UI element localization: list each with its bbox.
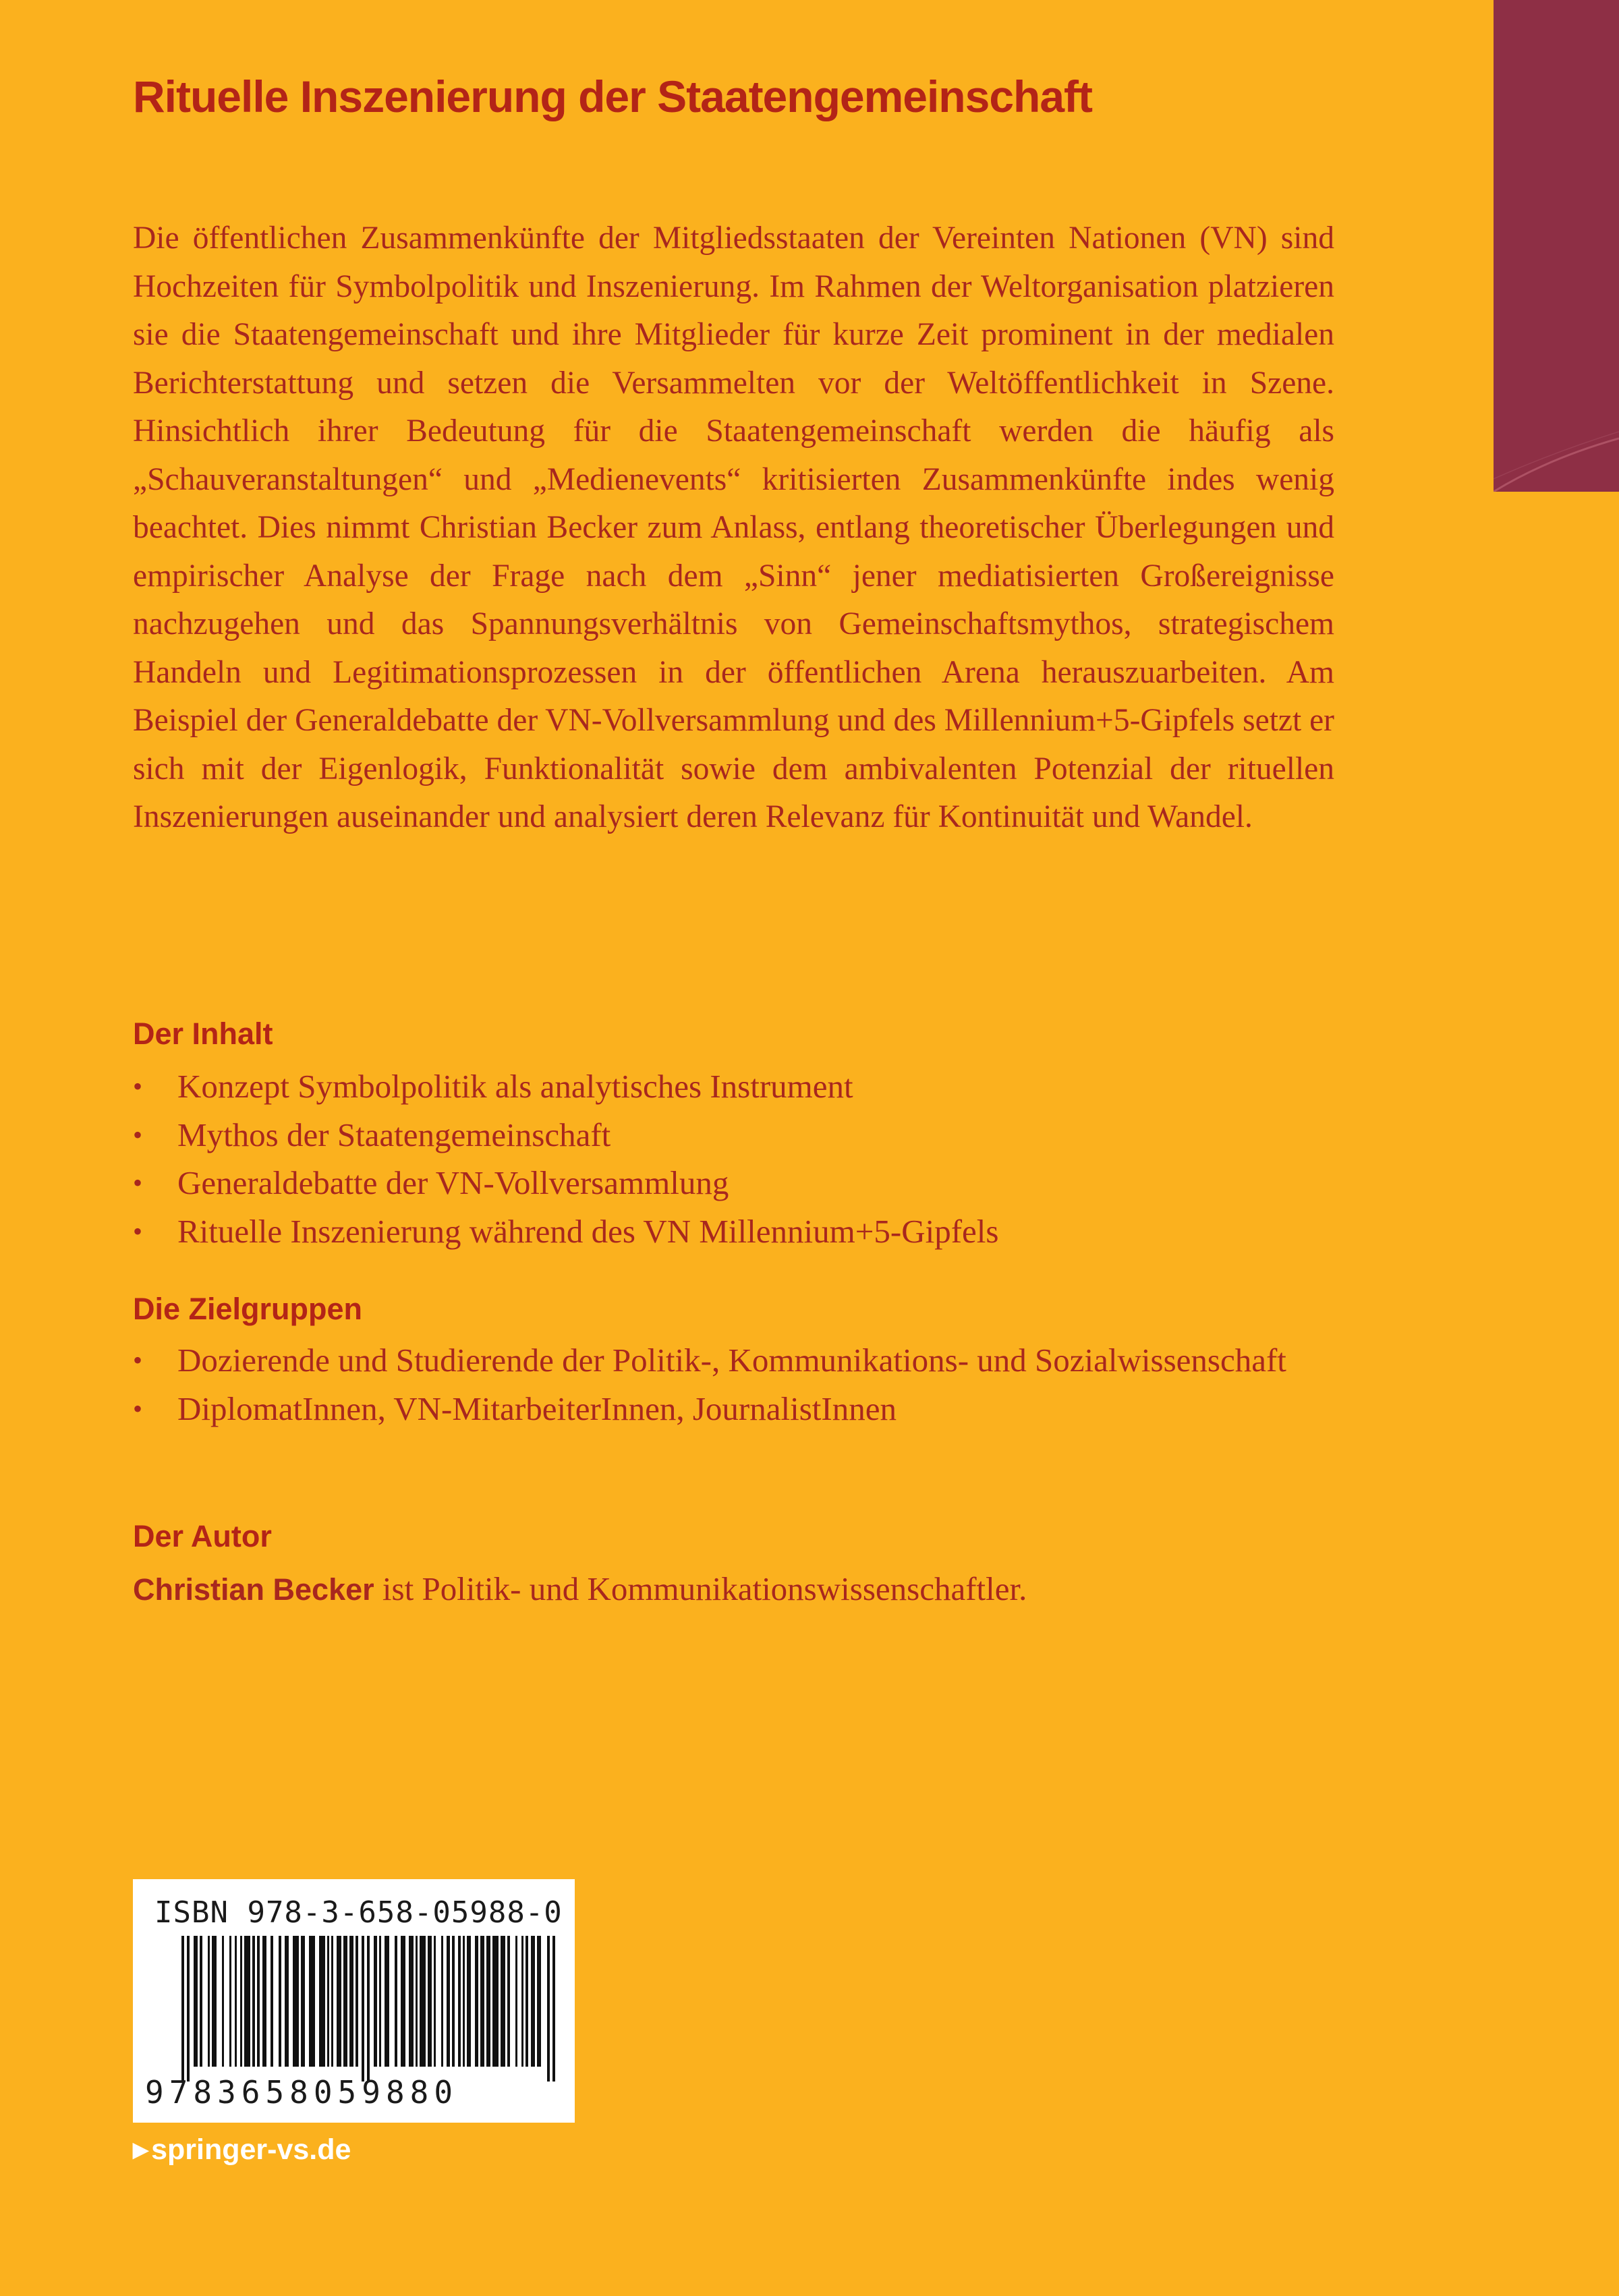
barcode-bar <box>501 1936 505 2067</box>
list-item: • Konzept Symbolpolitik als analytisches Instrument <box>133 1062 1334 1111</box>
list-item: • Dozierende und Studierende der Politik-, Kommunikations- und Sozialwissenschaft <box>133 1336 1293 1385</box>
corner-accent-block <box>1494 0 1619 492</box>
audience-list <box>133 1336 1293 1433</box>
barcode-bar <box>212 1936 217 2067</box>
barcode-bar <box>467 1936 471 2067</box>
barcode-bar <box>475 1936 478 2067</box>
barcode-bar <box>343 1936 347 2067</box>
barcode-bar <box>452 1936 455 2067</box>
blurb-text: Die öffentlichen Zusammenkünfte der Mitgliedsstaaten der Vereinten Nationen (VN) sind Hochzeiten für Symbolpolitik und Inszenierung. Im Rahmen der Weltorganisation platzieren sie die Staatengemeinschaft und ihre Mitglieder für kurze Zeit prominent in der medialen Berichterstattung und setzen die Versammelten vor der Weltöffentlichkeit in Szene. Hinsichtlich ihrer Bedeutung für die Staatengemeinschaft werden die häufig als „Schauveranstaltungen“ und „Medienevents“ kritisierten Zusammenkünfte indes wenig beachtet. Dies nimmt Christian Becker zum Anlass, entlang theoretischer Überlegungen und empirischer Analyse der Frage nach dem „Sinn“ jener mediatisierten Großereignisse nachzugehen und das Spannungsverhältnis von Gemeinschaftsmythos, strategischem Handeln und Legitimationsprozessen in der öffentlichen Arena herauszuarbeiten. Am Beispiel der Generaldebatte der VN-Vollversammlung und des Millennium+5-Gipfels setzt er sich mit der Eigenlogik, Funktionalität sowie dem ambivalenten Potenzial der rituellen Inszenierungen auseinander und analysiert deren Relevanz für Kontinuität und Wandel. <box>133 221 1334 834</box>
barcode-bar <box>293 1936 299 2067</box>
barcode-bar <box>374 1936 377 2067</box>
barcode-bar <box>327 1936 329 2067</box>
barcode-bar <box>401 1936 405 2067</box>
book-title: Rituelle Inszenierung der Staatengemeinschaft <box>133 71 1093 121</box>
barcode-bar <box>416 1936 418 2067</box>
barcode-bar <box>200 1936 202 2067</box>
list-item: • Rituelle Inszenierung während des VN Millennium+5-Gipfels <box>133 1207 1334 1256</box>
list-item: • Mythos der Staatengemeinschaft <box>133 1111 1334 1159</box>
list-item: • DiplomatInnen, VN-MitarbeiterInnen, JournalistInnen <box>133 1385 1293 1433</box>
barcode-bar <box>492 1936 499 2067</box>
barcode-bar <box>463 1936 465 2067</box>
barcode-bar <box>309 1936 315 2067</box>
barcode-bar <box>507 1936 510 2067</box>
barcode-bar <box>409 1936 414 2067</box>
barcode-bar <box>285 1936 289 2067</box>
barcode-bar <box>441 1936 443 2067</box>
barcode-bar <box>356 1936 358 2067</box>
barcode-bar <box>379 1936 381 2067</box>
barcode-bar <box>181 1936 184 2082</box>
barcode-bar <box>420 1936 426 2067</box>
barcode-bar <box>262 1936 266 2067</box>
play-triangle-icon: ▶ <box>133 2139 149 2161</box>
barcode-digits: 9783658059880 <box>145 2074 459 2111</box>
list-item: • Generaldebatte der VN-Vollversammlung <box>133 1159 1334 1207</box>
barcode-bar <box>337 1936 341 2067</box>
barcode-bar <box>187 1936 190 2082</box>
barcode-bar <box>257 1936 260 2067</box>
barcode-bar <box>537 1936 541 2067</box>
barcode-bar <box>279 1936 281 2067</box>
barcode-bar <box>434 1936 436 2067</box>
barcode-bar <box>521 1936 523 2067</box>
author-name: Christian Becker <box>133 1572 374 1607</box>
barcode-bar <box>229 1936 231 2067</box>
barcode-bar <box>486 1936 490 2067</box>
contents-heading: Der Inhalt <box>133 1016 273 1051</box>
author-line <box>133 1565 1027 1614</box>
bullet-icon: • <box>133 1119 143 1150</box>
barcode-bar <box>362 1936 364 2082</box>
barcode-bar <box>458 1936 461 2067</box>
barcode-bar <box>222 1936 224 2067</box>
barcode-bar <box>367 1936 370 2082</box>
barcode-bar <box>252 1936 255 2067</box>
publisher-url: springer-vs.de <box>151 2133 351 2166</box>
barcode-bar <box>447 1936 450 2067</box>
barcode-bar <box>552 1936 555 2082</box>
barcode-bar <box>271 1936 273 2067</box>
barcode-bar <box>515 1936 517 2067</box>
author-heading: Der Autor <box>133 1519 272 1553</box>
barcode-bar <box>531 1936 535 2067</box>
barcode-bar <box>194 1936 198 2067</box>
isbn-label: ISBN 978-3-658-05988-0 <box>154 1895 563 1930</box>
barcode-bar <box>319 1936 325 2067</box>
barcode-bar <box>547 1936 550 2082</box>
curve-decoration <box>1494 0 1619 492</box>
barcode-bar <box>208 1936 210 2067</box>
bullet-icon: • <box>133 1071 143 1101</box>
barcode-bar <box>349 1936 353 2067</box>
barcode-bar <box>244 1936 250 2067</box>
isbn-barcode <box>133 1879 575 2123</box>
barcode-bar <box>480 1936 484 2067</box>
barcode-bar <box>385 1936 389 2067</box>
bullet-icon: • <box>133 1345 143 1375</box>
bullet-icon: • <box>133 1393 143 1424</box>
barcode-bar <box>331 1936 333 2067</box>
author-description: ist Politik- und Kommunikationswissenschaftler. <box>374 1570 1027 1607</box>
audience-heading: Die Zielgruppen <box>133 1292 363 1326</box>
barcode-bar <box>240 1936 242 2067</box>
bullet-icon: • <box>133 1168 143 1198</box>
barcode-bar <box>235 1936 237 2067</box>
barcode-bar <box>395 1936 397 2067</box>
barcode-bar <box>428 1936 432 2067</box>
bullet-icon: • <box>133 1215 143 1246</box>
barcode-bar <box>526 1936 528 2067</box>
publisher-link[interactable] <box>133 2129 351 2171</box>
barcode-bar <box>301 1936 305 2067</box>
contents-list <box>133 1062 1334 1255</box>
